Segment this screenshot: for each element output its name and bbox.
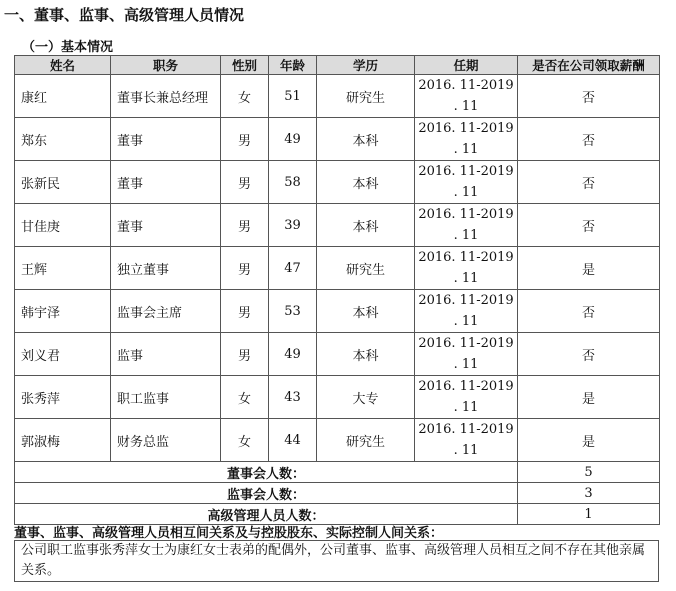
term-line-1: 2016. 11-2019 bbox=[418, 78, 514, 93]
cell-term bbox=[415, 247, 518, 290]
table-row bbox=[15, 161, 660, 204]
cell-salary: 是 bbox=[518, 247, 660, 290]
cell-education: 研究生 bbox=[317, 247, 415, 290]
cell-education: 本科 bbox=[317, 161, 415, 204]
cell-position: 职工监事 bbox=[111, 376, 221, 419]
cell-salary: 否 bbox=[518, 333, 660, 376]
cell-term bbox=[415, 75, 518, 118]
cell-age: 43 bbox=[269, 376, 317, 419]
term-line-1: 2016. 11-2019 bbox=[418, 250, 514, 265]
count-value: 3 bbox=[518, 483, 660, 504]
cell-age: 44 bbox=[269, 419, 317, 462]
cell-position: 独立董事 bbox=[111, 247, 221, 290]
cell-salary: 是 bbox=[518, 376, 660, 419]
term-line-1: 2016. 11-2019 bbox=[418, 164, 514, 179]
cell-position: 财务总监 bbox=[111, 419, 221, 462]
header-name: 姓名 bbox=[15, 56, 111, 75]
cell-gender: 男 bbox=[221, 204, 269, 247]
cell-name: 甘佳庚 bbox=[15, 204, 111, 247]
count-label: 董事会人数： bbox=[15, 462, 518, 483]
cell-age: 51 bbox=[269, 75, 317, 118]
cell-term bbox=[415, 376, 518, 419]
header-term: 任期 bbox=[415, 56, 518, 75]
term-line-2: . 11 bbox=[453, 99, 479, 114]
cell-education: 大专 bbox=[317, 376, 415, 419]
cell-position: 董事 bbox=[111, 204, 221, 247]
header-salary: 是否在公司领取薪酬 bbox=[518, 56, 660, 75]
table-row bbox=[15, 118, 660, 161]
cell-gender: 女 bbox=[221, 376, 269, 419]
cell-gender: 男 bbox=[221, 247, 269, 290]
term-line-2: . 11 bbox=[453, 400, 479, 415]
cell-term bbox=[415, 204, 518, 247]
cell-salary: 否 bbox=[518, 75, 660, 118]
count-value: 1 bbox=[518, 504, 660, 525]
cell-salary: 否 bbox=[518, 161, 660, 204]
count-row bbox=[15, 462, 660, 483]
cell-education: 研究生 bbox=[317, 419, 415, 462]
term-line-1: 2016. 11-2019 bbox=[418, 207, 514, 222]
term-line-2: . 11 bbox=[453, 228, 479, 243]
cell-education: 本科 bbox=[317, 118, 415, 161]
cell-gender: 男 bbox=[221, 118, 269, 161]
term-line-2: . 11 bbox=[453, 314, 479, 329]
cell-position: 董事长兼总经理 bbox=[111, 75, 221, 118]
cell-position: 监事会主席 bbox=[111, 290, 221, 333]
cell-name: 刘义君 bbox=[15, 333, 111, 376]
cell-position: 董事 bbox=[111, 118, 221, 161]
subsection-title: （一）基本情况 bbox=[22, 40, 114, 55]
cell-gender: 男 bbox=[221, 333, 269, 376]
cell-age: 49 bbox=[269, 333, 317, 376]
relations-title: 董事、监事、高级管理人员相互间关系及与控股股东、实际控制人间关系： bbox=[14, 526, 444, 541]
cell-name: 张新民 bbox=[15, 161, 111, 204]
cell-name: 王辉 bbox=[15, 247, 111, 290]
count-value: 5 bbox=[518, 462, 660, 483]
term-line-1: 2016. 11-2019 bbox=[418, 293, 514, 308]
cell-name: 郑东 bbox=[15, 118, 111, 161]
cell-age: 58 bbox=[269, 161, 317, 204]
cell-salary: 否 bbox=[518, 204, 660, 247]
term-line-1: 2016. 11-2019 bbox=[418, 379, 514, 394]
table-row bbox=[15, 75, 660, 118]
cell-position: 监事 bbox=[111, 333, 221, 376]
term-line-1: 2016. 11-2019 bbox=[418, 121, 514, 136]
table-row bbox=[15, 247, 660, 290]
term-line-1: 2016. 11-2019 bbox=[418, 422, 514, 437]
cell-salary: 否 bbox=[518, 290, 660, 333]
cell-gender: 男 bbox=[221, 161, 269, 204]
cell-gender: 女 bbox=[221, 419, 269, 462]
table-row bbox=[15, 333, 660, 376]
header-position: 职务 bbox=[111, 56, 221, 75]
header-age: 年龄 bbox=[269, 56, 317, 75]
table-row bbox=[15, 376, 660, 419]
count-label: 高级管理人员人数： bbox=[15, 504, 518, 525]
table-row bbox=[15, 419, 660, 462]
header-gender: 性别 bbox=[221, 56, 269, 75]
cell-salary: 是 bbox=[518, 419, 660, 462]
count-row bbox=[15, 483, 660, 504]
term-line-2: . 11 bbox=[453, 142, 479, 157]
term-line-2: . 11 bbox=[453, 185, 479, 200]
cell-salary: 否 bbox=[518, 118, 660, 161]
table-row bbox=[15, 290, 660, 333]
section-title: 一、董事、监事、高级管理人员情况 bbox=[4, 6, 245, 24]
cell-age: 39 bbox=[269, 204, 317, 247]
cell-term bbox=[415, 333, 518, 376]
cell-term bbox=[415, 118, 518, 161]
cell-education: 研究生 bbox=[317, 75, 415, 118]
cell-term bbox=[415, 161, 518, 204]
header-education: 学历 bbox=[317, 56, 415, 75]
term-line-2: . 11 bbox=[453, 271, 479, 286]
cell-education: 本科 bbox=[317, 290, 415, 333]
term-line-2: . 11 bbox=[453, 357, 479, 372]
cell-name: 张秀萍 bbox=[15, 376, 111, 419]
table-header-row bbox=[15, 56, 660, 75]
count-label: 监事会人数： bbox=[15, 483, 518, 504]
cell-age: 53 bbox=[269, 290, 317, 333]
term-line-2: . 11 bbox=[453, 443, 479, 458]
cell-education: 本科 bbox=[317, 204, 415, 247]
cell-term bbox=[415, 419, 518, 462]
cell-gender: 女 bbox=[221, 75, 269, 118]
relations-text: 公司职工监事张秀萍女士为康红女士表弟的配偶外，公司董事、监事、高级管理人员相互之间不存在其他亲属关系。 bbox=[14, 540, 659, 582]
cell-education: 本科 bbox=[317, 333, 415, 376]
cell-age: 47 bbox=[269, 247, 317, 290]
cell-name: 康红 bbox=[15, 75, 111, 118]
cell-name: 郭淑梅 bbox=[15, 419, 111, 462]
term-line-1: 2016. 11-2019 bbox=[418, 336, 514, 351]
table-row bbox=[15, 204, 660, 247]
cell-age: 49 bbox=[269, 118, 317, 161]
cell-name: 韩宇泽 bbox=[15, 290, 111, 333]
cell-position: 董事 bbox=[111, 161, 221, 204]
cell-term bbox=[415, 290, 518, 333]
personnel-table bbox=[14, 55, 660, 525]
cell-gender: 男 bbox=[221, 290, 269, 333]
